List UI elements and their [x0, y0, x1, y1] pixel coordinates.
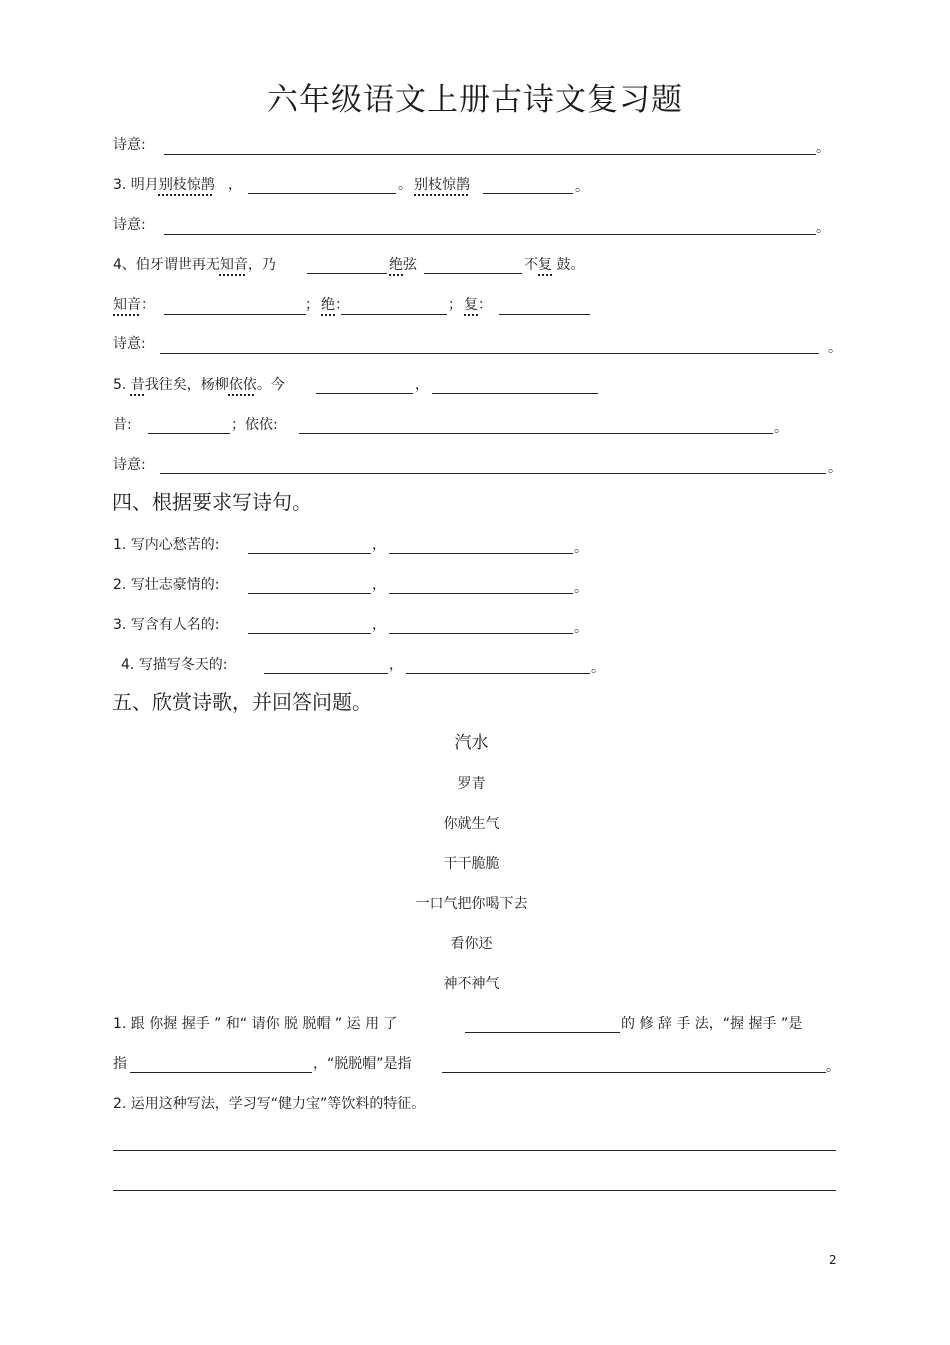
q4-zhiyin-label [113, 295, 155, 315]
poem-author: 罗青 [457, 776, 486, 792]
q4-semi-2: ； [448, 297, 462, 313]
q4-fu-word: 复 [464, 297, 478, 313]
q5-meaning-line[interactable] [160, 473, 826, 474]
q4-jue-blank[interactable] [341, 314, 447, 315]
q4-sep: ，乃 [247, 257, 276, 273]
q5-xi-blank[interactable] [148, 433, 230, 434]
q5-blank-1[interactable] [316, 393, 413, 394]
s4-item-2-blank-1[interactable] [248, 593, 371, 594]
s5-q1-blank-1[interactable] [465, 1032, 620, 1033]
q5-yiyi-label: ；依依: [231, 417, 278, 433]
q4-gu: 鼓。 [556, 257, 585, 273]
s4-item-3-blank-2[interactable] [389, 633, 573, 634]
poem-line-2: 干干脆脆 [443, 856, 500, 872]
s5-q1-end: 。 [826, 1059, 840, 1075]
q3-text [113, 175, 215, 195]
q4-meaning-line[interactable] [160, 353, 819, 354]
q5-yiyi: 依依 [228, 377, 257, 393]
s4-item-4-blank-2[interactable] [406, 673, 590, 674]
q3-emph2: 别枝惊鹊 [414, 177, 470, 193]
s5-q2-answer-line-2[interactable] [113, 1190, 836, 1191]
s4-item-2-label: 2. 写壮志豪情的: [113, 577, 220, 593]
q5-mid: 我往矣，杨柳 [144, 377, 229, 393]
poem-title: 汽水 [454, 733, 489, 753]
s5-q1-part-b: 的 修 辞 手 法，“握 握手 ”是 [621, 1016, 803, 1032]
q5-num: 5. [113, 377, 127, 393]
s4-item-2-end: 。 [574, 580, 588, 596]
section5-heading: 五、欣赏诗歌，并回答问题。 [112, 690, 372, 714]
s4-item-4-blank-1[interactable] [264, 673, 388, 674]
q4-zhiyin-word: 知音 [113, 297, 141, 313]
meaning-end: 。 [816, 140, 830, 156]
s5-q1-blank-2[interactable] [130, 1072, 312, 1073]
q3-blank-1[interactable] [248, 193, 396, 194]
page-number: 2 [829, 1253, 837, 1267]
q4-jue-colon: ： [335, 297, 349, 313]
q4-meaning-label: 诗意: [113, 336, 146, 352]
poem-line-1: 你就生气 [443, 816, 500, 832]
s4-item-4-end: 。 [591, 660, 605, 676]
s4-item-4-label: 4. 写描写冬天的: [121, 657, 228, 673]
q3-period: 。 [398, 177, 412, 193]
q5-text [113, 375, 285, 395]
q5-meaning-end: 。 [828, 460, 842, 476]
q5-blank-2[interactable] [432, 393, 598, 394]
s4-item-1-blank-2[interactable] [389, 553, 573, 554]
q4-fu-blank[interactable] [499, 314, 590, 315]
s5-q2-text: 2. 运用这种写法，学习写“健力宝”等饮料的特征。 [113, 1096, 426, 1112]
s5-q1-part-a: 1. 跟 你握 握手 ” 和“ 请你 脱 脱帽 ” 运 用 了 [113, 1016, 398, 1032]
s4-item-2-comma: ， [372, 577, 386, 593]
q3-meaning-label: 诗意: [113, 217, 146, 233]
q5-xi-label: 昔: [113, 417, 132, 433]
s4-item-3-label: 3. 写含有人名的: [113, 617, 220, 633]
s5-q2-answer-line-1[interactable] [113, 1150, 836, 1151]
q4-xian: 弦 [403, 257, 417, 273]
q5-meaning-label: 诗意: [113, 457, 146, 473]
q4-jue: 绝 [389, 257, 403, 273]
q3-end: 。 [575, 179, 589, 195]
s4-item-3-comma: ， [372, 617, 386, 633]
q4-fu-label [464, 295, 492, 315]
s5-q1-blank-3[interactable] [442, 1072, 826, 1073]
s5-q1-part-d: ，“脱脱帽”是指 [313, 1056, 412, 1072]
s5-q1-part-c: 指 [113, 1056, 127, 1072]
q4-num: 4、伯牙谓世再无 [113, 257, 220, 273]
s4-item-1-label: 1. 写内心愁苦的: [113, 537, 220, 553]
s4-item-1-blank-1[interactable] [248, 553, 371, 554]
q4-jue-word: 绝 [321, 297, 335, 313]
q4-blank-1[interactable] [307, 273, 387, 274]
q4-tail [524, 255, 584, 275]
meaning-answer-line[interactable] [164, 154, 816, 155]
poem-line-3: 一口气把你喝下去 [415, 896, 528, 912]
q3-blank-2[interactable] [483, 193, 573, 194]
s4-item-3-blank-1[interactable] [248, 633, 371, 634]
q4-blank-2[interactable] [424, 273, 522, 274]
q4-zhiyin-blank[interactable] [164, 314, 306, 315]
poem-line-5: 神不神气 [443, 976, 500, 992]
q3-meaning-line[interactable] [164, 234, 816, 235]
q3-meaning-end: 。 [816, 220, 830, 236]
s4-item-2-blank-2[interactable] [389, 593, 573, 594]
q3-emph1: 别枝惊鹊 [158, 177, 215, 193]
q3-comma: ， [228, 177, 242, 193]
q5-comma: ， [415, 377, 429, 393]
q5-xi: 昔 [130, 377, 145, 393]
page-title: 六年级语文上册古诗文复习题 [267, 82, 683, 118]
q4-emph-zhiyin: 知音 [219, 257, 248, 273]
s4-item-1-end: 。 [574, 540, 588, 556]
q4-semi-1: ； [305, 297, 319, 313]
q4-bu: 不 [524, 257, 538, 273]
poem-line-4: 看你还 [450, 936, 493, 952]
q4-fu-colon: ： [478, 297, 492, 313]
q4-meaning-end: 。 [828, 340, 842, 356]
meaning-label: 诗意: [113, 137, 146, 153]
s4-item-4-comma: ， [389, 657, 403, 673]
s4-item-1-comma: ， [372, 537, 386, 553]
q4-zhiyin-colon: ： [141, 297, 155, 313]
section4-heading: 四、根据要求写诗句。 [112, 490, 312, 514]
q4-jue-xian [389, 255, 417, 275]
q5-jin: 。今 [256, 377, 285, 393]
q4-fu: 复 [538, 257, 552, 273]
q3-num: 3. 明月 [113, 177, 159, 193]
q5-yiyi-blank[interactable] [299, 433, 773, 434]
q4-text [113, 255, 276, 275]
s4-item-3-end: 。 [574, 620, 588, 636]
q5-yiyi-end: 。 [774, 420, 788, 436]
q4-jue-label [321, 295, 349, 315]
